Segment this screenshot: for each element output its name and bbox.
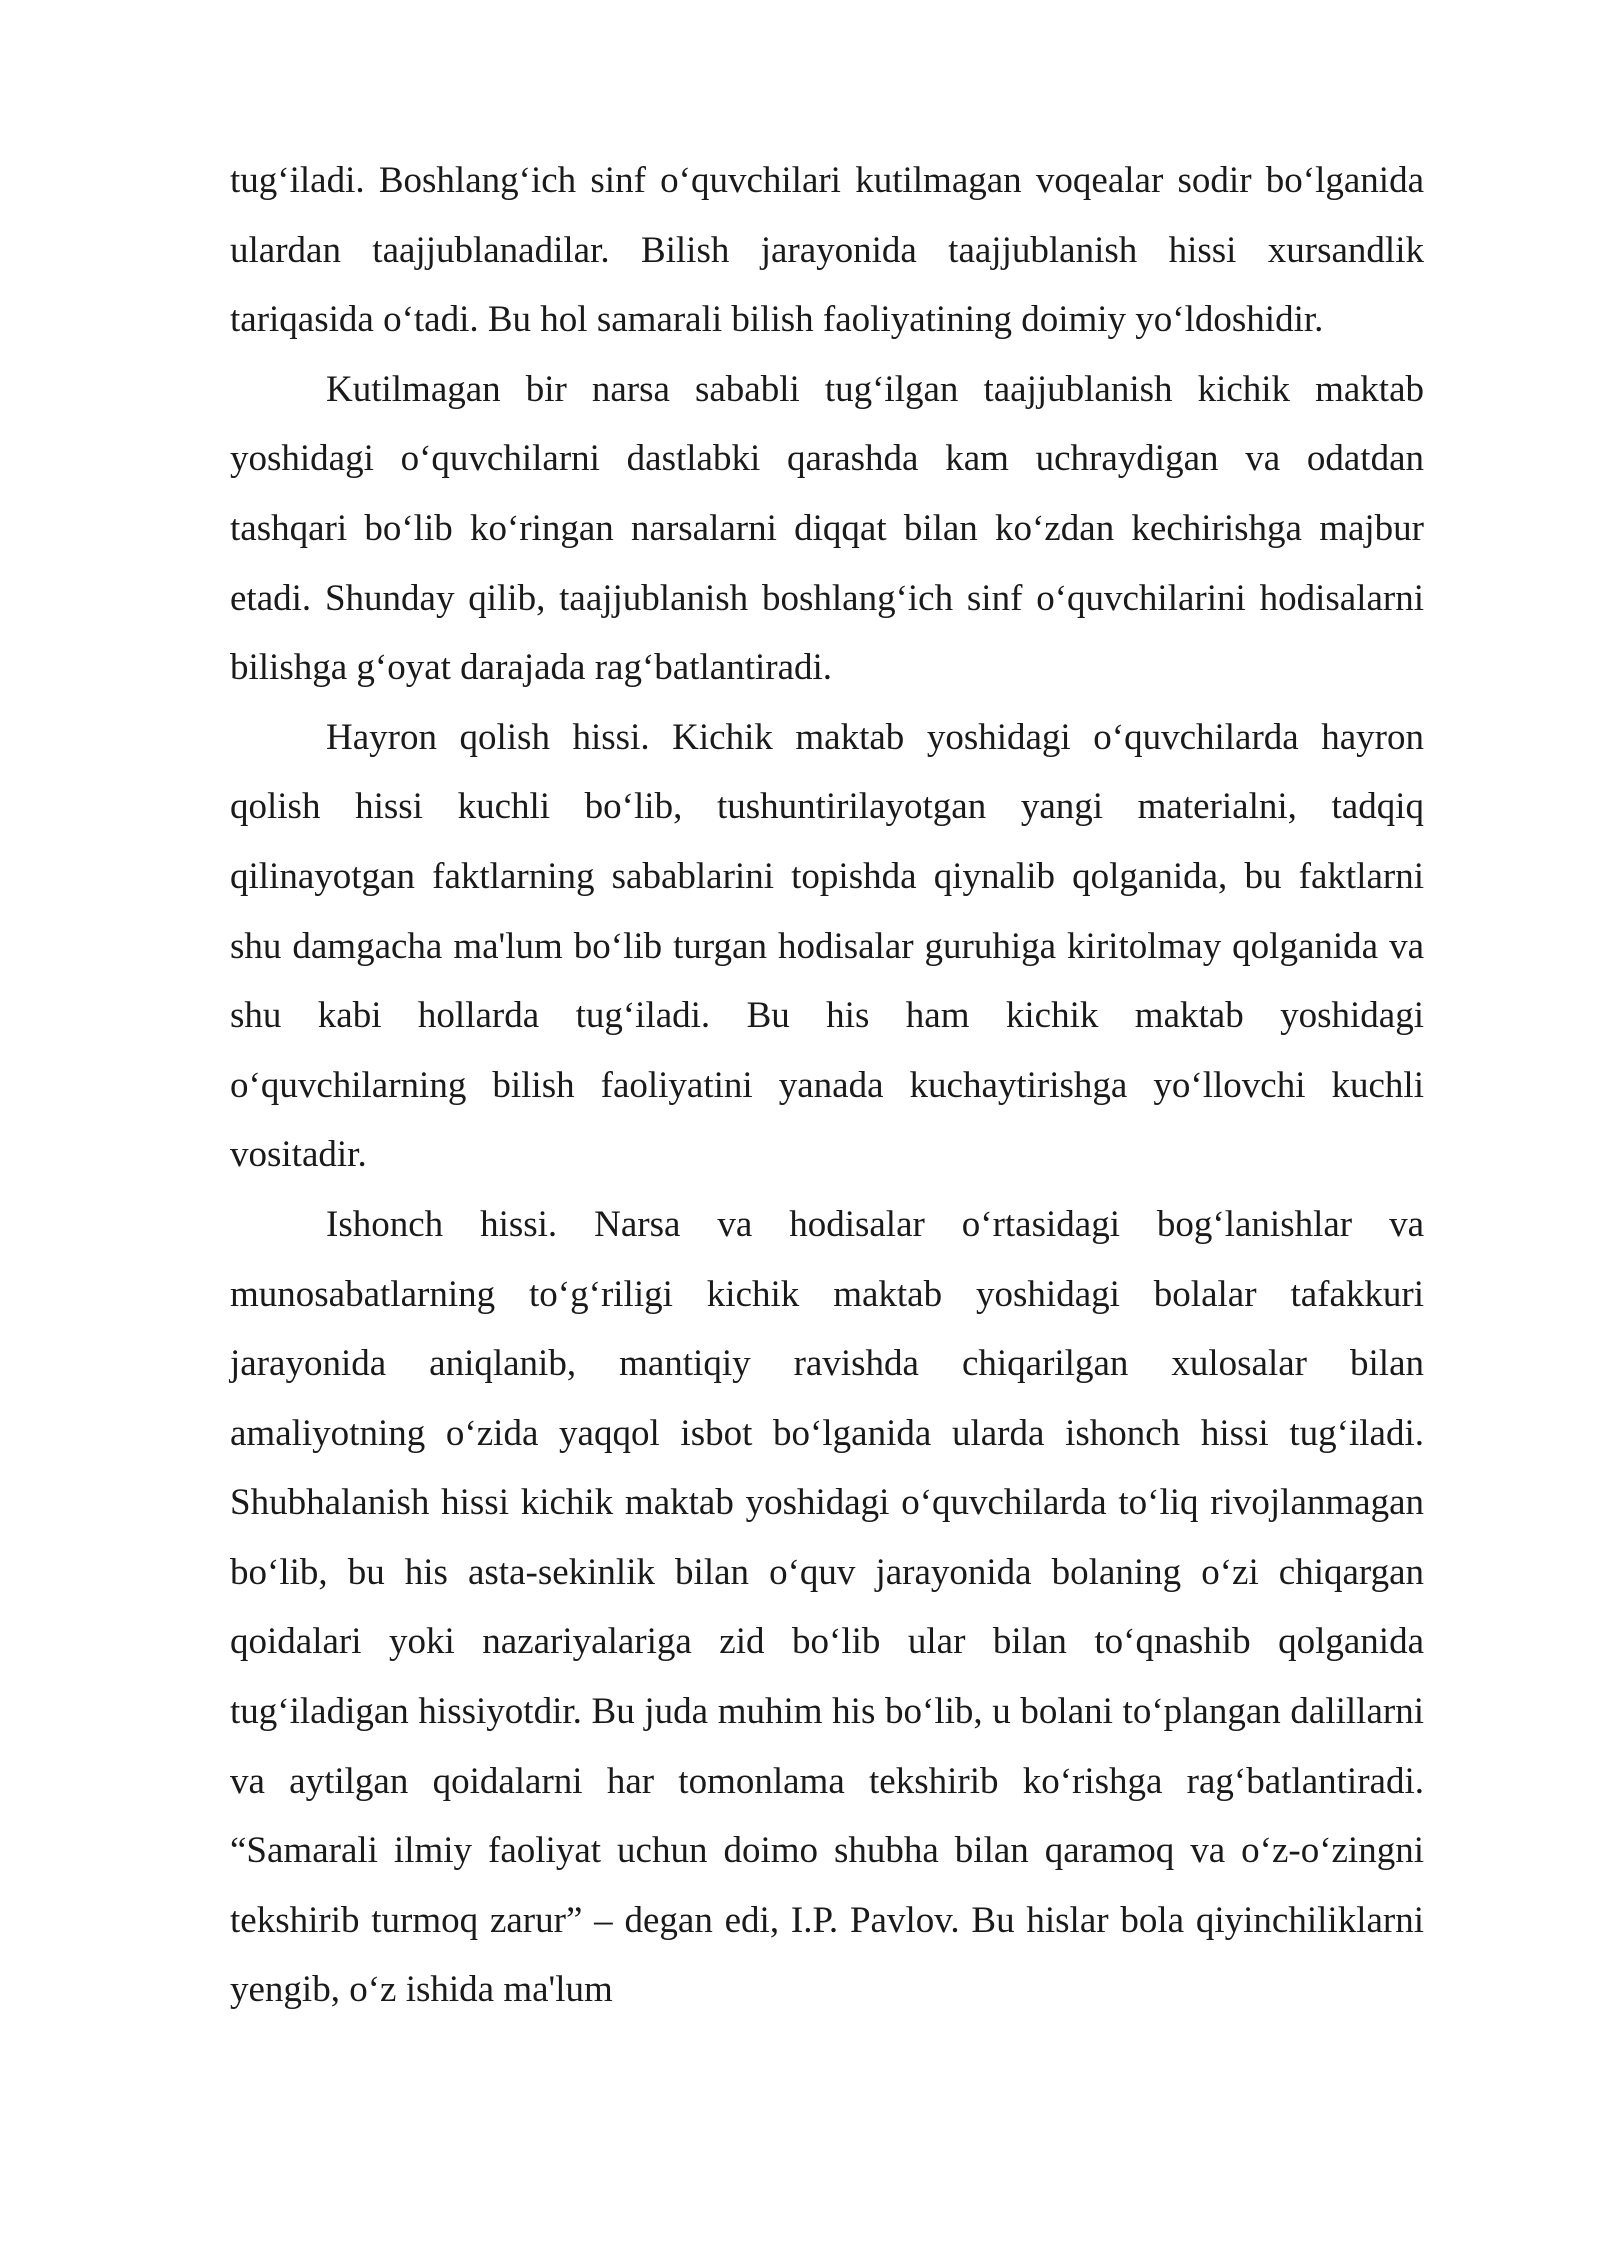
paragraph-1: tug‘iladi. Boshlang‘ich sinf o‘quvchilari kutilmagan voqealar sodir bo‘lganida ulardan taajjublanadilar. Bilish jarayonida taajjublanish hissi xursandlik tariqasida o‘tadi. Bu hol samarali bilish faoliyatining doimiy yo‘ldoshidir. xyxy=(230,160,1424,341)
paragraph-2: Kutilmagan bir narsa sababli tug‘ilgan taajjublanish kichik maktab yoshidagi o‘quvchilarni dastlabki qarashda kam uchraydigan va odatdan tashqari bo‘lib ko‘ringan narsalarni diqqat bilan ko‘zdan kechirishga majbur etadi. Shunday qilib, taajjublanish boshlang‘ich sinf o‘quvchilarini hodisalarni bilishga g‘oyat darajada rag‘batlantiradi. xyxy=(230,368,1424,689)
paragraph-3: Hayron qolish hissi. Kichik maktab yoshidagi o‘quvchilarda hayron qolish hissi kuchli bo‘lib, tushuntirilayotgan yangi materialni, tadqiq qilinayotgan faktlarning sabablarini topishda qiynalib qolganida, bu faktlarni shu damgacha ma'lum bo‘lib turgan hodisalar guruhiga kiritolmay qolganida va shu kabi hollarda tug‘iladi. Bu his ham kichik maktab yoshidagi o‘quvchilarning bilish faoliyatini yanada kuchaytirishga yo‘llovchi kuchli vositadir. xyxy=(230,716,1424,1176)
paragraph-4: Ishonch hissi. Narsa va hodisalar o‘rtasidagi bog‘lanishlar va munosabatlarning to‘g‘riligi kichik maktab yoshidagi bolalar tafakkuri jarayonida aniqlanib, mantiqiy ravishda chiqarilgan xulosalar bilan amaliyotning o‘zida yaqqol isbot bo‘lganida ularda ishonch hissi tug‘iladi. Shubhalanish hissi kichik maktab yoshidagi o‘quvchilarda to‘liq rivojlanmagan bo‘lib, bu his asta-sekinlik bilan o‘quv jarayonida bolaning o‘zi chiqargan qoidalari yoki nazariyalariga zid bo‘lib ular bilan to‘qnashib qolganida tug‘iladigan hissiyotdir. Bu juda muhim his bo‘lib, u bolani to‘plangan dalillarni va aytilgan qoidalarni har tomonlama tekshirib ko‘rishga rag‘batlantiradi. “Samarali ilmiy faoliyat uchun doimo shubha bilan qaramoq va o‘z-o‘zingni tekshirib turmoq zarur” – degan edi, I.P. Pavlov. Bu hislar bola qiyinchiliklarni yengib, o‘z ishida ma'lum xyxy=(230,1203,1424,2011)
body-text xyxy=(230,146,1424,2025)
